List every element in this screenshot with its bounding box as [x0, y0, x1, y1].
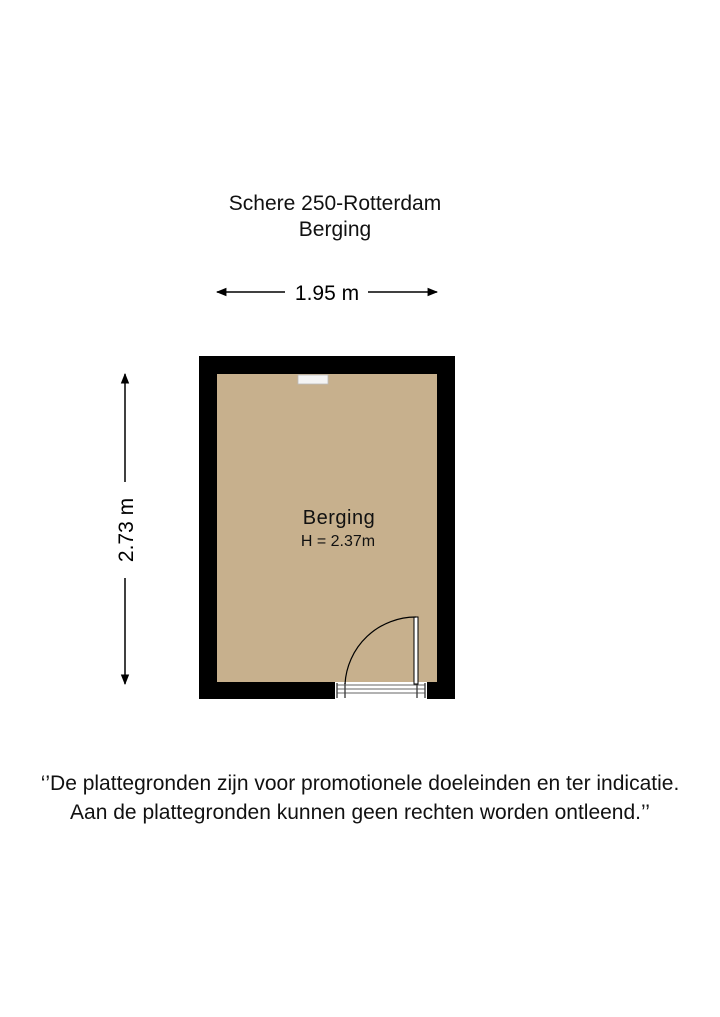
- height-label: 2.73 m: [115, 497, 138, 563]
- plan-floor-name: Berging: [298, 218, 372, 241]
- room-height: H = 2.37m: [300, 533, 376, 550]
- door-leaf: [414, 617, 418, 684]
- disclaimer: [0, 769, 720, 827]
- disclaimer-line-1: ‘’De plattegronden zijn voor promotionele doeleinden en ter indicatie.: [40, 772, 680, 795]
- room-name: Berging: [302, 507, 376, 529]
- width-dimension: [217, 282, 437, 305]
- height-dimension: [115, 374, 138, 684]
- plan-address: Schere 250-Rotterdam: [228, 192, 442, 215]
- radiator: [298, 375, 328, 384]
- disclaimer-line-2: Aan de plattegronden kunnen geen rechten worden ontleend.’’: [70, 801, 650, 824]
- width-label: 1.95 m: [294, 282, 360, 305]
